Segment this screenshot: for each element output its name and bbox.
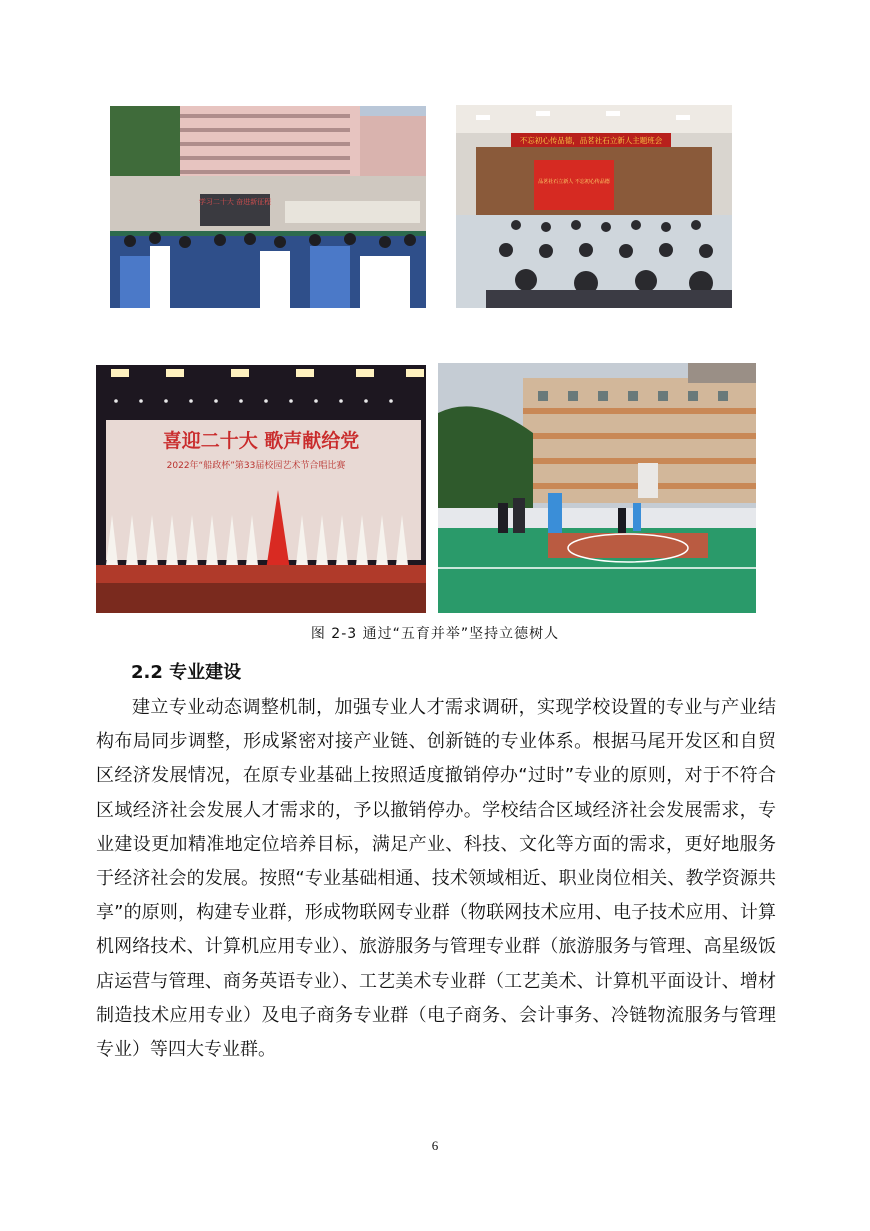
photo-banner-title: 喜迎二十大 歌声献给党 <box>162 430 360 452</box>
photo-flag-ceremony <box>110 106 426 308</box>
photo-choir-performance <box>96 365 426 613</box>
photo-banner-text: 学习二十大 奋进新征程 <box>198 198 272 206</box>
photo-banner-subtitle: 2022年“船政杯”第33届校园艺术节合唱比赛 <box>166 461 346 471</box>
photo-class-meeting <box>456 105 732 308</box>
photo-basketball-game <box>438 363 756 613</box>
body-paragraph: 建立专业动态调整机制，加强专业人才需求调研，实现学校设置的专业与产业结构布局同步调整，形成紧密对接产业链、创新链的专业体系。根据马尾开发区和自贸区经济发展情况，在原专业基础上按照适度撤销停办“过时”专业的原则，对于不符合区域经济社会发展人才需求的，予以撤销停办。学校结合区域经济社会发展需求，专业建设更加精准地定位培养目标，满足产业、科技、文化等方面的需求，更好地服务于经济社会的发展。按照“专业基础相通、技术领域相近、职业岗位相关、教学资源共享”的原则，构建专业群，形成物联网专业群（物联网技术应用、电子技术应用、计算机网络技术、计算机应用专业）、旅游服务与管理专业群（旅游服务与管理、高星级饭店运营与管理、商务英语专业）、工艺美术专业群（工艺美术、计算机平面设计、增材制造技术应用专业）及电子商务专业群（电子商务、会计事务、冷链物流服务与管理专业）等四大专业群。 <box>96 697 776 1061</box>
section-heading: 2.2 专业建设 <box>131 662 242 683</box>
figure-caption: 图 2-3 通过“五育并举”坚持立德树人 <box>310 626 560 642</box>
page-number: 6 <box>431 1138 439 1153</box>
photo-banner-text: 不忘初心传品德，品茗社石立新人主题班会 <box>519 136 663 145</box>
photo-screen-text: 品茗社石立新人 不忘初心传品德 <box>538 179 610 185</box>
